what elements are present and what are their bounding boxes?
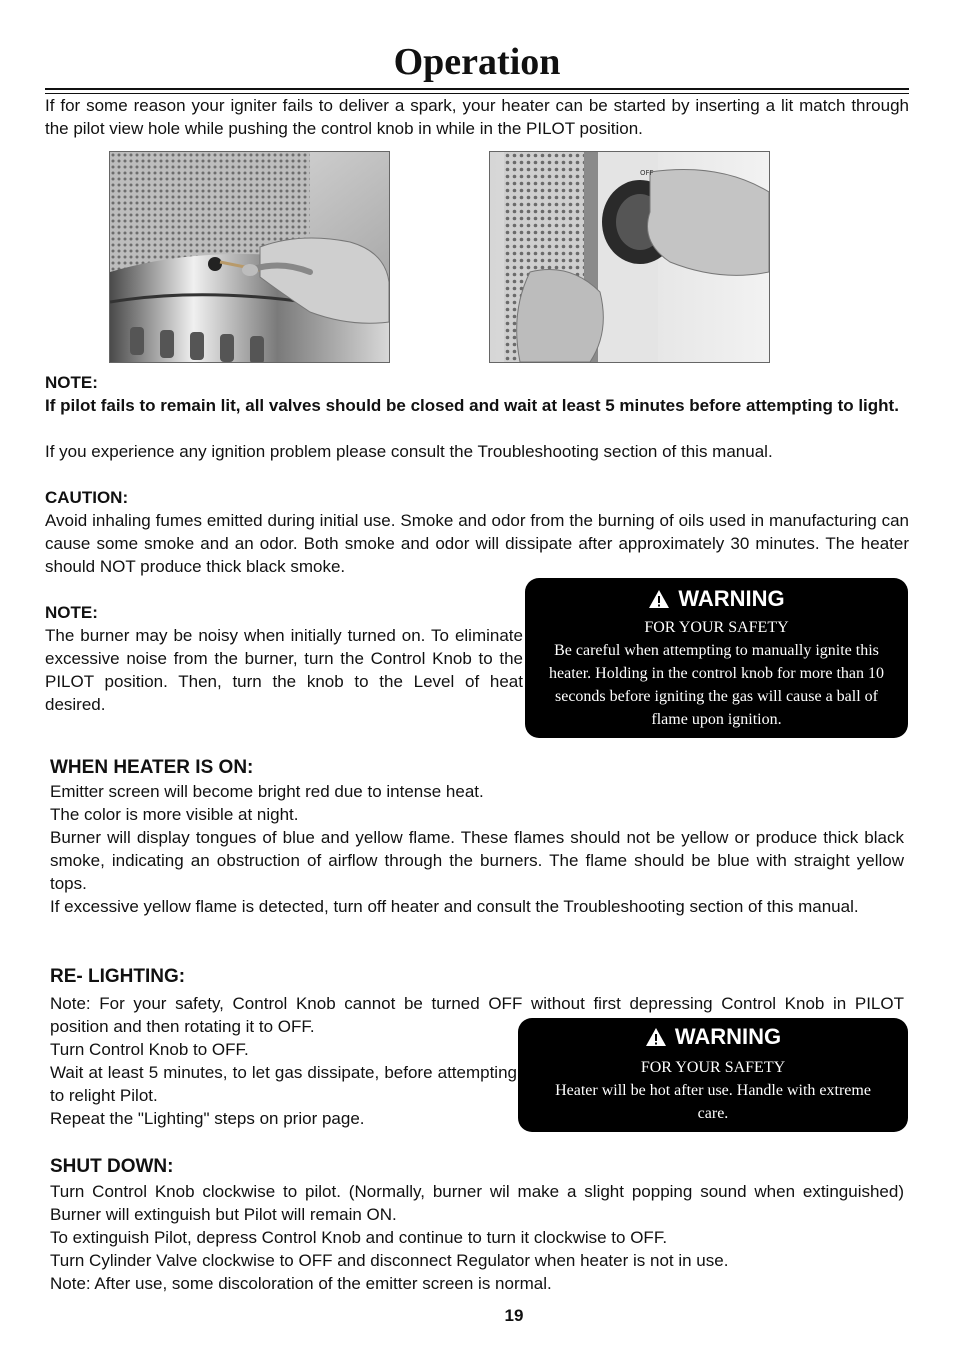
note1-bold-text: If pilot fails to remain lit, all valves should be closed and wait at least 5 minutes before attempting to light. [45, 396, 899, 415]
warning-subtitle: FOR YOUR SAFETY [644, 619, 789, 636]
caution-text: Avoid inhaling fumes emitted during initial use. Smoke and odor from the burning of oils used in manufacturing can cause some smoke and an odor. Both smoke and odor will dissipate after approximately 30 minutes. The heater should NOT produce thick black smoke. [45, 511, 909, 576]
shutdown-line: Note: After use, some discoloration of the emitter screen is normal. [50, 1274, 552, 1293]
photo-control-knob [489, 151, 770, 363]
page-title: Operation [393, 41, 561, 83]
shutdown-line: Turn Control Knob clockwise to pilot. (Normally, burner wil make a slight popping sound when extinguished) Burner will extinguish but Pilot will remain ON. [50, 1182, 904, 1224]
shutdown-line: Turn Cylinder Valve clockwise to OFF and disconnect Regulator when heater is not in use. [50, 1251, 729, 1270]
note2-heading: NOTE: [45, 603, 98, 622]
intro-paragraph: If for some reason your igniter fails to deliver a spark, your heater can be started by inserting a lit match through the pilot view hole while pushing the control knob in while in the PILOT position. [45, 96, 909, 138]
warning-title: WARNING [674, 1024, 782, 1049]
heater-on-line: If excessive yellow flame is detected, turn off heater and consult the Troubleshooting section of this manual. [50, 897, 859, 916]
warning-triangle-icon [645, 1027, 667, 1047]
relighting-line: Turn Control Knob to OFF. [50, 1040, 249, 1059]
warning-box-ignition [525, 578, 908, 738]
warning-box-hot [518, 1018, 908, 1132]
warning-subtitle: FOR YOUR SAFETY [640, 1059, 786, 1076]
note1-heading: NOTE: [45, 373, 98, 392]
relighting-note: Note: For your safety, Control Knob cannot be turned OFF without first depressing Control Knob in PILOT position and then rotating it to OFF. [50, 994, 904, 1036]
warning-title: WARNING [678, 586, 785, 611]
shutdown-line: To extinguish Pilot, depress Control Knob and continue to turn it clockwise to OFF. [50, 1228, 668, 1247]
shutdown-heading: SHUT DOWN: [50, 1156, 174, 1177]
heater-on-line: The color is more visible at night. [50, 805, 299, 824]
page-number: 19 [504, 1306, 524, 1325]
note1-text: If you experience any ignition problem please consult the Troubleshooting section of this manual. [45, 442, 773, 461]
relighting-line: Wait at least 5 minutes, to let gas dissipate, before attempting to relight Pilot. [50, 1063, 517, 1105]
relighting-line: Repeat the "Lighting" steps on prior page. [50, 1109, 365, 1128]
photo-off-label: OFF [640, 169, 654, 177]
heater-on-line: Emitter screen will become bright red due to intense heat. [50, 782, 484, 801]
heater-on-line: Burner will display tongues of blue and yellow flame. These flames should not be yellow or produce thick black smoke, indicating an obstruction of airflow through the burners. The flame should be blue with straight yellow tops. [50, 828, 904, 893]
warning-text: Be careful when attempting to manually ignite this heater. Holding in the control knob for more than 10 seconds before igniting the gas will cause a ball of flame upon ignition. [548, 642, 885, 728]
warning-triangle-icon [648, 589, 670, 609]
note2-text: The burner may be noisy when initially turned on. To eliminate excessive noise from the burner, turn the Control Knob to the PILOT position. Then, turn the knob to the Level of heat desired. [45, 626, 523, 714]
photo-lit-match [109, 151, 390, 363]
title-rule [45, 88, 909, 90]
relighting-heading: RE- LIGHTING: [50, 966, 186, 987]
caution-heading: CAUTION: [45, 488, 129, 507]
warning-text: Heater will be hot after use. Handle with extreme care. [555, 1082, 871, 1122]
heater-on-heading: WHEN HEATER IS ON: [50, 757, 254, 778]
